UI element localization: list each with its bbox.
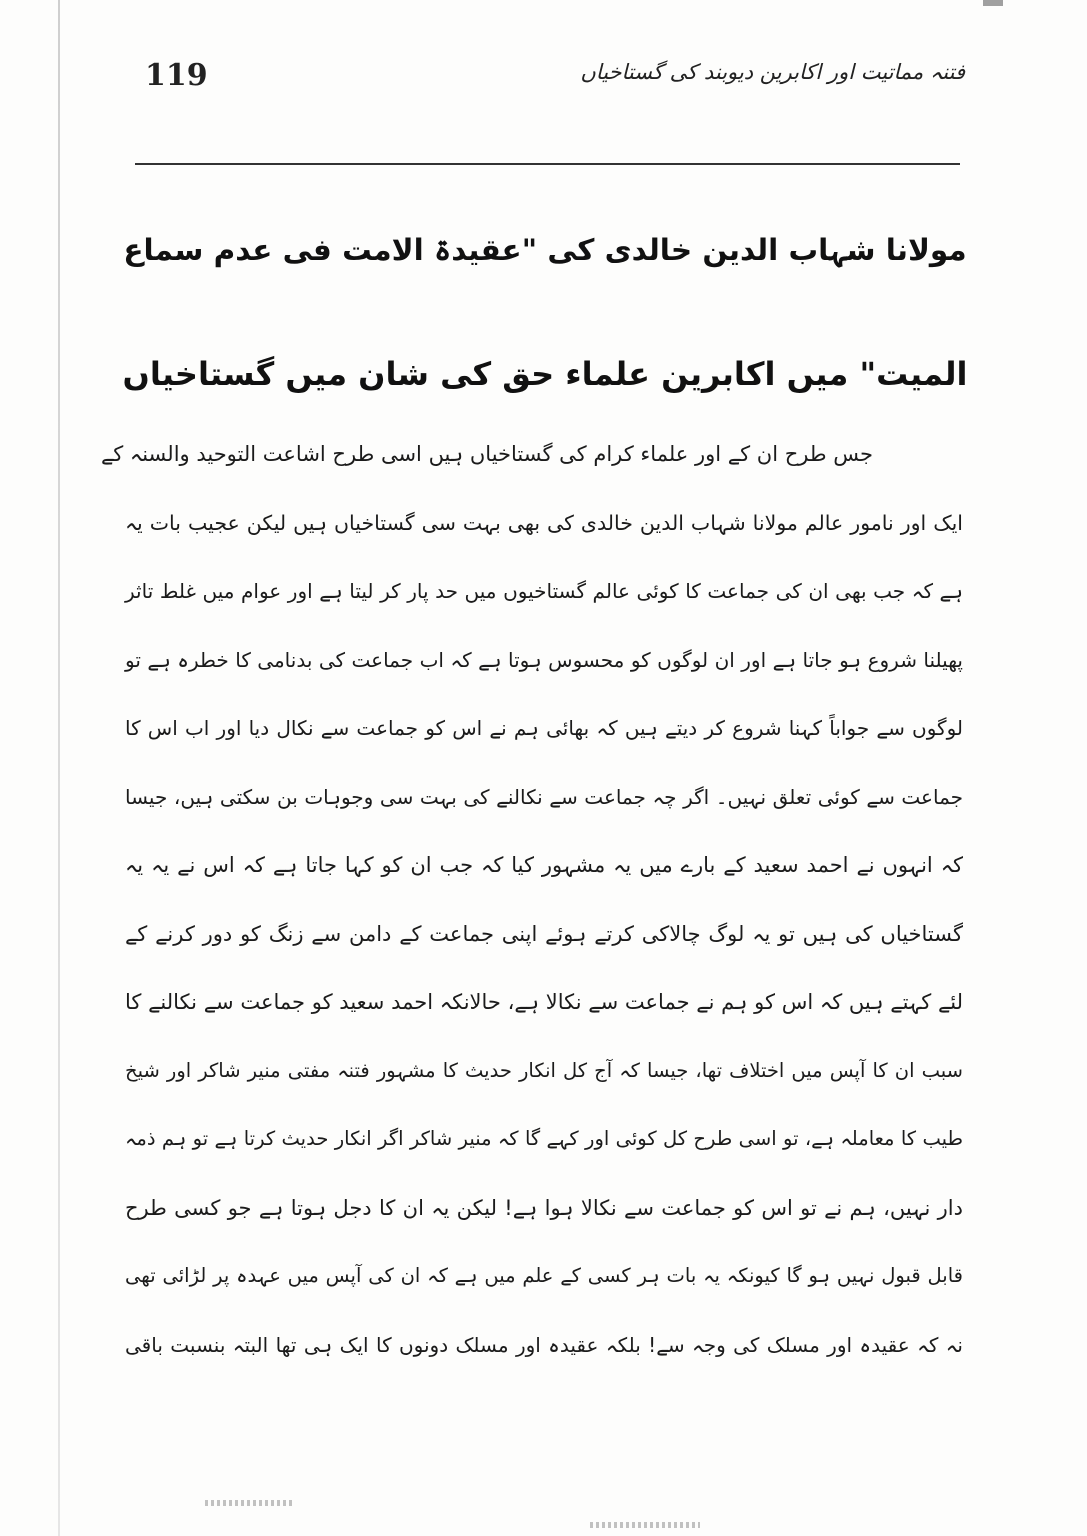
body-line: جماعت سے کوئی تعلق نہیں۔ اگر چہ جماعت سے نکالنے کی بہت سی وجوہات بن سکتی ہیں، جیسا [125,784,963,809]
body-line: گستاخیاں کی ہیں تو یہ لوگ چالاکی کرتے ہوئے اپنی جماعت کے دامن سے زنگ کو دور کرنے کے [125,921,963,946]
body-line: دار نہیں، ہم نے تو اس کو جماعت سے نکالا ہوا ہے! لیکن یہ ان کا دجل ہوتا ہے جو کسی طرح [125,1195,963,1220]
body-line: طیب کا معاملہ ہے، تو اسی طرح کل کوئی اور کہے گا کہ منیر شاکر اگر انکار حدیث کرتا ہے تو ہم ذمہ [125,1127,963,1150]
chapter-title-line-2: المیت" میں اکابرین علماء حق کی شان میں گستاخیاں [122,355,968,393]
page-header [135,56,965,106]
scan-corner-mark [983,0,1003,6]
body-line: کہ انہوں نے احمد سعید کے بارے میں یہ مشہور کیا کہ جب ان کو کہا جاتا ہے کہ اس نے یہ یہ [125,853,963,877]
running-title: فتنہ مماتیت اور اکابرین دیوبند کی گستاخیاں [580,60,965,84]
chapter-title-line-1: مولانا شہاب الدین خالدی کی "عقیدۃ الامت فی عدم سماع [123,233,967,267]
scan-smudge [590,1522,700,1528]
page-number: 119 [145,58,208,93]
body-line: سبب ان کا آپس میں اختلاف تھا، جیسا کہ آج کل انکار حدیث کا مشہور فتنہ مفتی منیر شاکر اور شیخ [125,1058,963,1082]
page-edge-shadow [58,0,60,1536]
body-line: ایک اور نامور عالم مولانا شہاب الدین خالدی کی بھی بہت سی گستاخیاں ہیں لیکن عجیب بات یہ [125,510,963,535]
body-text [100,420,963,1379]
body-line: نہ کہ عقیدہ اور مسلک کی وجہ سے! بلکہ عقیدہ اور مسلک دونوں کا ایک ہی تھا البتہ بنسبت باقی [125,1332,963,1357]
chapter-title [120,188,970,436]
scan-smudge [205,1500,295,1506]
body-line: لوگوں سے جواباً کہنا شروع کر دیتے ہیں کہ بھائی ہم نے اس کو جماعت سے نکال دیا اور اب اس کا [125,716,963,740]
body-line: لئے کہتے ہیں کہ اس کو ہم نے جماعت سے نکالا ہے، حالانکہ احمد سعید کو جماعت سے نکالنے کا [125,990,963,1014]
body-line: ہے کہ جب بھی ان کی جماعت کا کوئی عالم گستاخیوں میں حد پار کر لیتا ہے اور عوام میں غلط تاثر [125,579,963,603]
body-line: قابل قبول نہیں ہو گا کیونکہ یہ بات ہر کسی کے علم میں ہے کہ ان کی آپس میں عہدہ پر لڑائی تھی [125,1264,963,1287]
body-line: پھیلنا شروع ہو جاتا ہے اور ان لوگوں کو محسوس ہوتا ہے کہ اب جماعت کی بدنامی کا خطرہ ہے تو [125,647,963,672]
body-line: جس طرح ان کے اور علماء کرام کی گستاخیاں ہیں اسی طرح اشاعت التوحید والسنہ کے [100,442,873,466]
header-rule [135,163,960,165]
